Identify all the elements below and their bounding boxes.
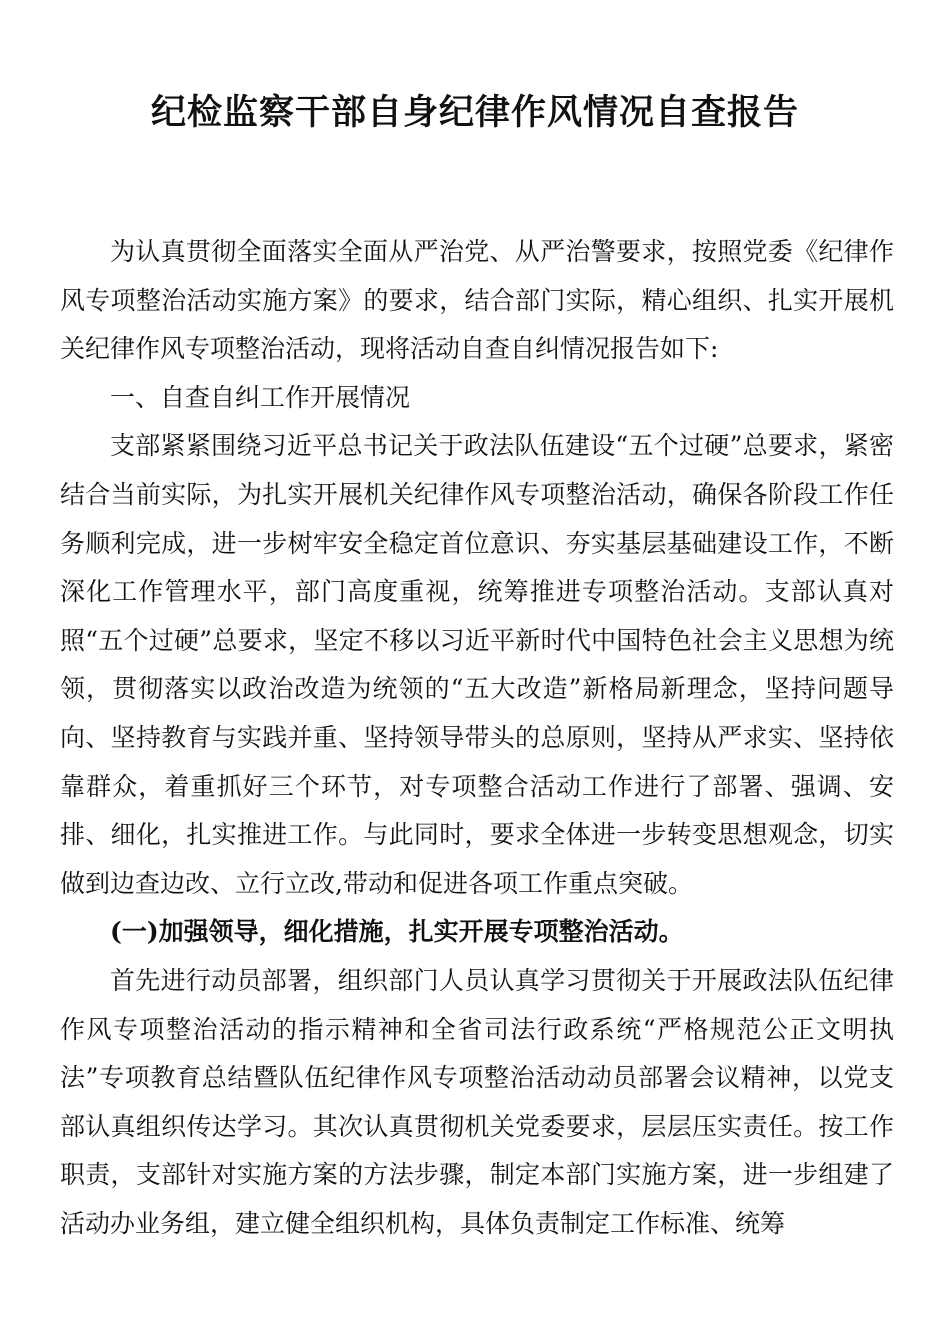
document-body <box>60 228 894 1248</box>
subsection-heading-1: (一)加强领导，细化措施，扎实开展专项整治活动。 <box>110 917 684 947</box>
section-heading-1: 一、自查自纠工作开展情况 <box>110 382 411 412</box>
subsection-1-paragraph: 首先进行动员部署，组织部门人员认真学习贯彻关于开展政法队伍纪律作风专项整治活动的指示精神和全省司法行政系统“严格规范公正文明执法”专项教育总结暨队伍纪律作风专项整治活动动员部署会议精神，以党支部认真组织传达学习。其次认真贯彻机关党委要求，层层压实责任。按工作职责，支部针对实施方案的方法步骤，制定本部门实施方案，进一步组建了活动办业务组，建立健全组织机构，具体负责制定工作标准、统筹 <box>60 965 894 1238</box>
document-title: 纪检监察干部自身纪律作风情况自查报告 <box>150 92 799 133</box>
section-1-paragraph: 支部紧紧围绕习近平总书记关于政法队伍建设“五个过硬”总要求，紧密结合当前实际，为扎实开展机关纪律作风专项整治活动，确保各阶段工作任务顺利完成，进一步树牢安全稳定首位意识、夯实基层基础建设工作，不断深化工作管理水平，部门高度重视，统筹推进专项整治活动。支部认真对照“五个过硬”总要求，坚定不移以习近平新时代中国特色社会主义思想为统领，贯彻落实以政治改造为统领的“五大改造”新格局新理念，坚持问题导向、坚持教育与实践并重、坚持领导带头的总原则，坚持从严求实、坚持依靠群众，着重抓好三个环节，对专项整合活动工作进行了部署、强调、安排、细化，扎实推进工作。与此同时，要求全体进一步转变思想观念，切实做到边查边改、立行立改,带动和促进各项工作重点突破。 <box>60 431 894 898</box>
intro-paragraph: 为认真贯彻全面落实全面从严治党、从严治警要求，按照党委《纪律作风专项整治活动实施方案》的要求，结合部门实际，精心组织、扎实开展机关纪律作风专项整治活动，现将活动自查自纠情况报告如下: <box>60 237 894 364</box>
